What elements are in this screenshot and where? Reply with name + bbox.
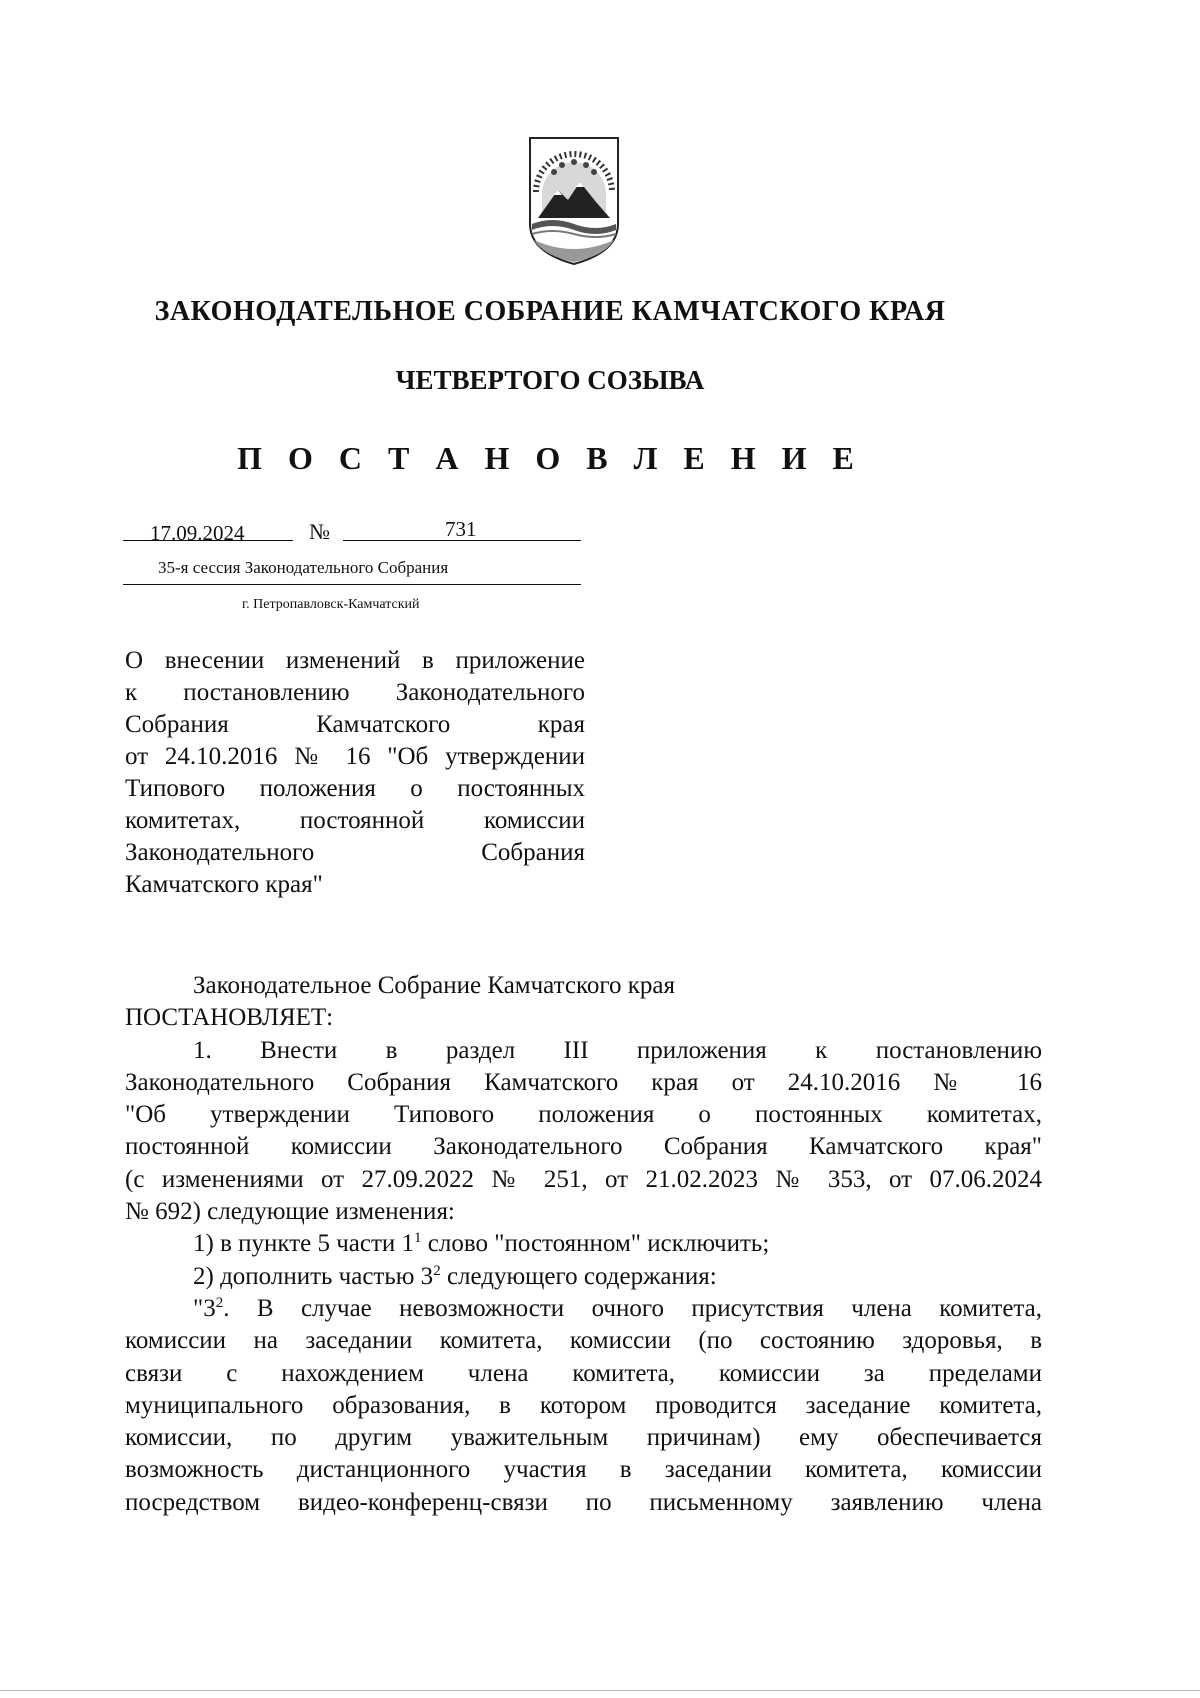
paragraph-line: "Об утверждении Типового положения о постоянных комитетах, [125,1101,1042,1129]
session-label: 35-я сессия Законодательного Собрания [158,558,449,577]
paragraph-line: № 692) следующие изменения: [125,1198,455,1226]
subject-line: Типового положения о постоянных [125,775,585,802]
item2-superscript: 2 [433,1262,441,1279]
quote-number: "3 [193,1294,216,1322]
item1-text: 1) в пункте 5 части 1 [193,1230,415,1258]
quote-superscript: 2 [215,1294,224,1311]
quote-text: . В случае невозможности очного присутствия члена комитета, [223,1294,1042,1322]
document-body [125,970,1042,1519]
subject-line: Законодательного Собрания [125,839,585,866]
quote-line: комиссии, по другим уважительным причинам) ему обеспечивается [125,1424,1042,1452]
document-date: 17.09.2024 [150,521,245,545]
subject-line: О внесении изменений в приложение [125,647,585,674]
item1-text-end: слово "постоянном" исключить; [421,1230,770,1258]
preamble-line: Законодательное Собрание Камчатского края [193,972,675,999]
quote-line: посредством видео-конференц-связи по письменному заявлению члена [125,1488,1042,1516]
quote-line: возможность дистанционного участия в заседании комитета, комиссии [125,1456,1042,1484]
city-label: г. Петропавловск-Камчатский [242,597,420,612]
item2-text-end: следующего содержания: [440,1262,717,1290]
paragraph-line: (с изменениями от 27.09.2022 № 251, от 21.02.2023 № 353, от 07.06.2024 [125,1165,1042,1193]
document-subject [125,645,585,901]
subject-line: Собрания Камчатского края [125,711,585,738]
quote-first-line [125,1293,1042,1325]
document-type-title: П О С Т А Н О В Л Е Н И Е [237,440,863,476]
document-number: 731 [445,517,477,541]
subject-line: Камчатского края" [125,871,323,898]
paragraph-line: постоянной комиссии Законодательного Собрания Камчатского края" [125,1133,1042,1161]
subject-line: к постановлению Законодательного [125,679,585,706]
subject-line: от 24.10.2016 № 16 "Об утверждении [125,743,585,770]
quote-line: комиссии на заседании комитета, комиссии (по состоянию здоровья, в [125,1327,1042,1355]
subject-line: комитетах, постоянной комиссии [125,807,585,834]
organization-title: ЗАКОНОДАТЕЛЬНОЕ СОБРАНИЕ КАМЧАТСКОГО КРАЯ [154,296,946,327]
list-item-1 [125,1228,1042,1260]
paragraph-line: 1. Внести в раздел III приложения к постановлению [193,1036,1042,1064]
quote-line: муниципального образования, в котором проводится заседание комитета, [125,1391,1042,1419]
scan-edge-line [0,1690,1200,1691]
list-item-2 [125,1261,1042,1293]
quote-line: связи с нахождением члена комитета, комиссии за пределами [125,1359,1042,1387]
item1-superscript: 1 [414,1230,422,1247]
number-sign: № [309,519,330,544]
item2-text: 2) дополнить частью 3 [193,1262,434,1290]
preamble-decree: ПОСТАНОВЛЯЕТ: [125,1004,334,1032]
coat-of-arms-emblem [524,132,624,268]
paragraph-line: Законодательного Собрания Камчатского края от 24.10.2016 № 16 [125,1068,1042,1096]
session-underline [123,584,581,585]
convocation-title: ЧЕТВЕРТОГО СОЗЫВА [395,365,705,395]
